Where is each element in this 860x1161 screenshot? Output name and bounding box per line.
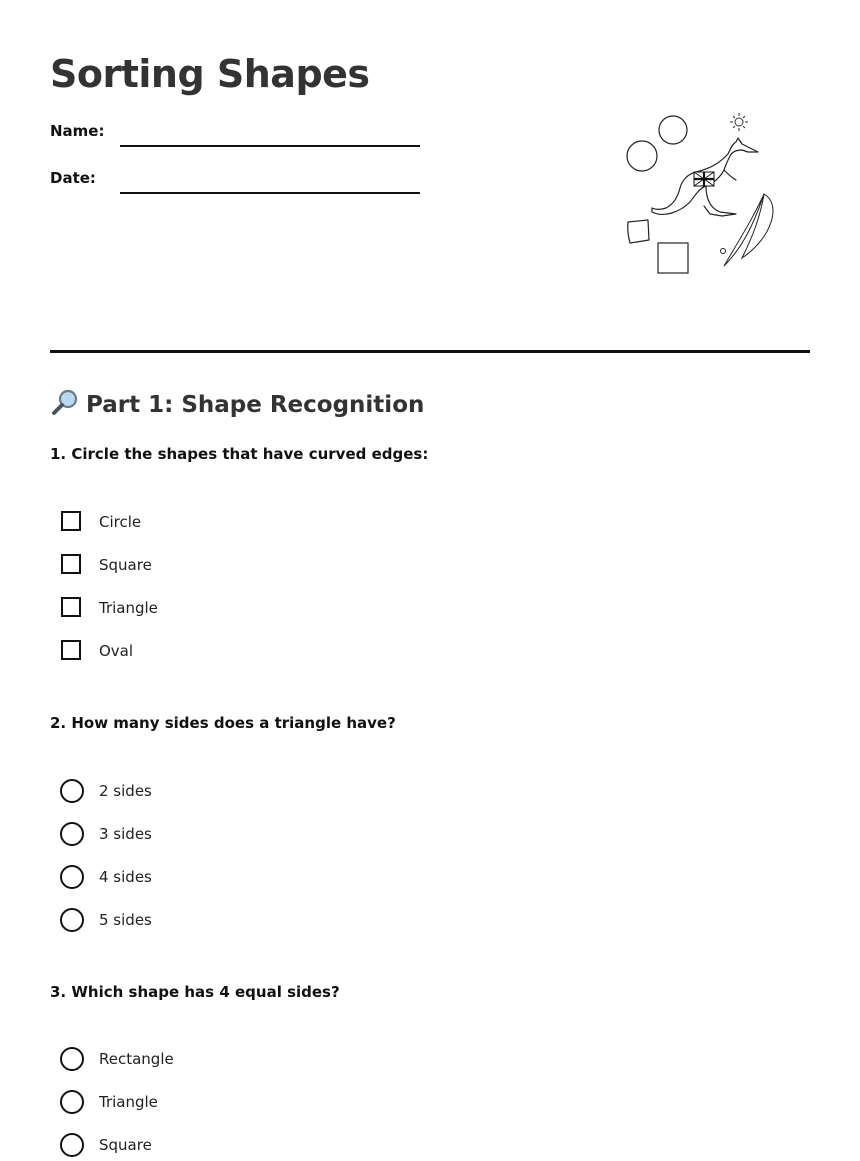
option-oval[interactable] bbox=[60, 639, 460, 665]
option-2-sides[interactable] bbox=[60, 779, 460, 805]
worksheet-title: Sorting Shapes bbox=[50, 52, 370, 96]
option-triangle-q3[interactable] bbox=[60, 1090, 460, 1116]
magnifying-glass-icon bbox=[50, 388, 80, 416]
option-3-sides[interactable] bbox=[60, 822, 460, 848]
option-triangle[interactable] bbox=[60, 596, 460, 622]
option-label: Triangle bbox=[99, 599, 158, 617]
option-label: 5 sides bbox=[99, 911, 152, 929]
union-jack-flag-icon bbox=[694, 172, 714, 186]
checkbox[interactable] bbox=[61, 554, 81, 574]
option-square[interactable] bbox=[60, 553, 460, 579]
radio-button[interactable] bbox=[60, 1090, 84, 1114]
radio-button[interactable] bbox=[60, 865, 84, 889]
radio-button[interactable] bbox=[60, 822, 84, 846]
circle-shape bbox=[627, 141, 657, 171]
option-label: Square bbox=[99, 556, 152, 574]
radio-button[interactable] bbox=[60, 1047, 84, 1071]
question-2: 2. How many sides does a triangle have? bbox=[50, 714, 396, 732]
rounded-square-shape bbox=[628, 220, 649, 243]
name-field[interactable] bbox=[50, 121, 430, 151]
option-4-sides[interactable] bbox=[60, 865, 460, 891]
option-5-sides[interactable] bbox=[60, 908, 460, 934]
circle-shape bbox=[659, 116, 687, 144]
part1-heading bbox=[50, 388, 424, 421]
option-label: 4 sides bbox=[99, 868, 152, 886]
option-label: Rectangle bbox=[99, 1050, 174, 1068]
question-1: 1. Circle the shapes that have curved edges: bbox=[50, 445, 429, 463]
section-divider bbox=[50, 350, 810, 353]
option-rectangle[interactable] bbox=[60, 1047, 460, 1073]
radio-button[interactable] bbox=[60, 779, 84, 803]
option-label: Triangle bbox=[99, 1093, 158, 1111]
radio-button[interactable] bbox=[60, 1133, 84, 1157]
square-shape bbox=[658, 243, 688, 273]
option-label: Square bbox=[99, 1136, 152, 1154]
part1-heading-text: Part 1: Shape Recognition bbox=[86, 392, 425, 418]
checkbox[interactable] bbox=[61, 511, 81, 531]
checkbox[interactable] bbox=[61, 597, 81, 617]
name-label: Name: bbox=[50, 122, 105, 140]
question-3: 3. Which shape has 4 equal sides? bbox=[50, 983, 340, 1001]
date-label: Date: bbox=[50, 169, 96, 187]
worksheet-page bbox=[50, 0, 810, 1161]
option-square-q3[interactable] bbox=[60, 1133, 460, 1159]
sun-icon bbox=[730, 113, 748, 131]
option-circle[interactable] bbox=[60, 510, 460, 536]
option-label: 2 sides bbox=[99, 782, 152, 800]
radio-button[interactable] bbox=[60, 908, 84, 932]
name-line[interactable] bbox=[120, 145, 420, 147]
option-label: 3 sides bbox=[99, 825, 152, 843]
option-label: Circle bbox=[99, 513, 142, 531]
shapes-illustration bbox=[572, 108, 782, 280]
leaf-icon bbox=[721, 194, 773, 266]
date-field[interactable] bbox=[50, 168, 430, 198]
date-line[interactable] bbox=[120, 192, 420, 194]
option-label: Oval bbox=[99, 642, 134, 660]
checkbox[interactable] bbox=[61, 640, 81, 660]
